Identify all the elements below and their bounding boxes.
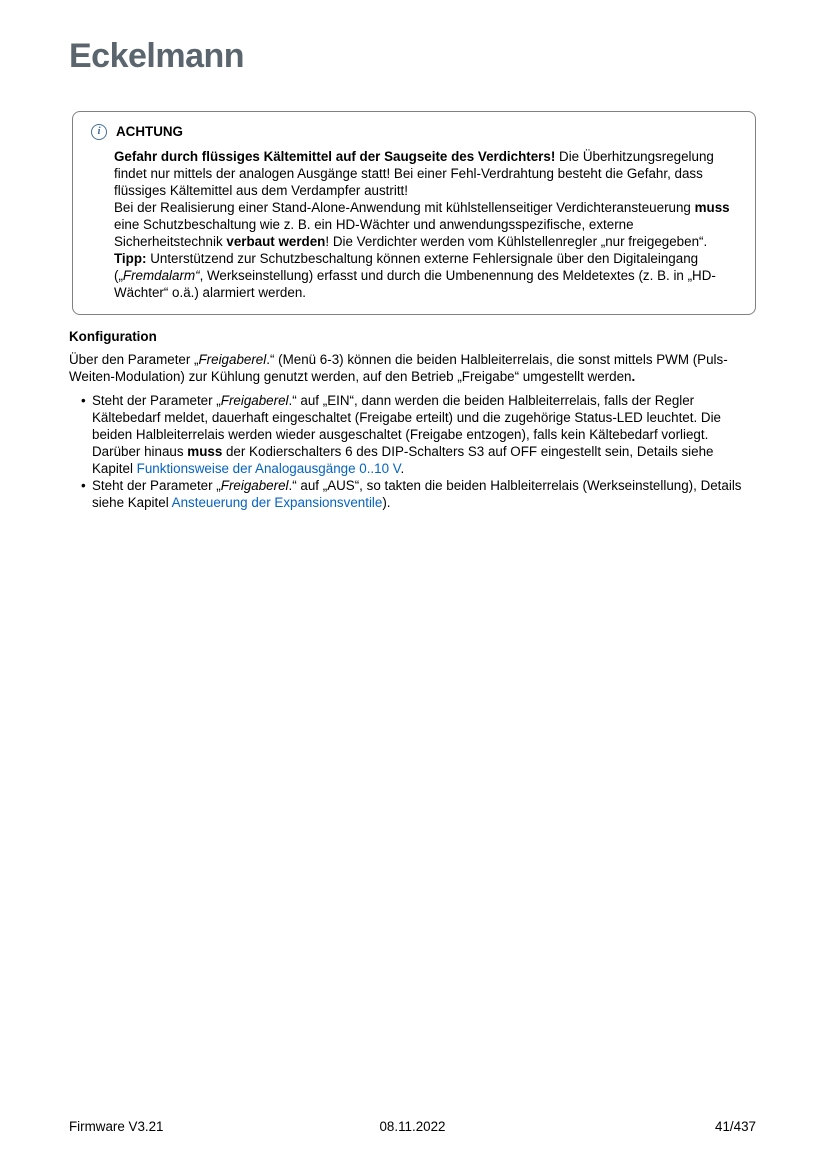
footer-firmware-version: Firmware V3.21 (69, 1119, 164, 1134)
footer-date: 08.11.2022 (379, 1119, 446, 1134)
text-segment-bold: verbaut werden (226, 234, 326, 249)
company-logo: Eckelmann (69, 37, 245, 75)
link-ansteuerung-expansionsventile[interactable]: Ansteuerung der Expansionsventile (171, 495, 383, 510)
list-item-freigaberel-ein (80, 392, 745, 477)
text-segment-bold: muss (694, 200, 730, 215)
footer-page-number: 41/437 (715, 1119, 756, 1134)
text-segment: .“ auf „AUS“, so takten die beiden Halbleiterrelais (Werkseinstellung), Details siehe Kapitel (92, 478, 742, 510)
page-footer (69, 1118, 756, 1135)
text-segment: , Werkseinstellung) erfasst und durch die Umbenennung des Meldetextes (z. B. in „HD-Wächter“ o.ä.) alarmiert werden. (114, 268, 716, 300)
text-segment: ). (382, 495, 391, 510)
text-segment-bold: Gefahr durch flüssiges Kältemittel auf der Saugseite des Verdichters! (114, 149, 556, 164)
notice-paragraph-tip (114, 250, 741, 301)
text-segment: Steht der Parameter „ (92, 393, 221, 408)
text-segment: Über den Parameter „ (69, 352, 199, 367)
bullet-list (80, 392, 745, 511)
warning-notice-box (72, 111, 756, 315)
text-segment: .“ auf „EIN“, dann werden die beiden Halbleiterrelais, falls der Regler Kältebedarf meldet, dauerhaft eingeschaltet (Freigabe erteilt) und die zugehörige Status-LED leuchtet. Die beiden Halbleiterrelais werden wieder ausgeschaltet (Freigabe entzogen), falls kein Kältebedarf vorliegt. Darüber hinaus (92, 393, 721, 459)
text-segment-bold: Tipp: (114, 251, 147, 266)
notice-paragraph-protection (114, 199, 741, 250)
text-segment-italic: Freigaberel (220, 393, 289, 408)
text-segment: der Kodierschalters 6 des DIP-Schalters S3 auf OFF eingestellt sein, Details siehe Kapitel (92, 444, 714, 476)
text-segment-italic: Fremdalarm“ (122, 268, 200, 283)
text-segment-bold: . (631, 369, 636, 384)
text-segment: .“ (Menü 6-3) können die beiden Halbleiterrelais, die sonst mittels PWM (Puls-Weiten-Modulation) zur Kühlung genutzt werden, auf den Betrieb „Freigabe“ umgestellt werden (69, 352, 728, 384)
notice-paragraph-danger (114, 148, 741, 199)
list-item-freigaberel-aus (80, 477, 745, 511)
text-segment-italic: Freigaberel (220, 478, 289, 493)
text-segment: Unterstützend zur Schutzbeschaltung können externe Fehlersignale über den Digitaleingang („ (114, 251, 699, 283)
section-heading-konfiguration: Konfiguration (69, 329, 157, 344)
text-segment: Die Überhitzungsregelung findet nur mittels der analogen Ausgänge statt! Bei einer Fehl-Verdrahtung besteht die Gefahr, dass flüssiges Kältemittel aus dem Verdampfer austritt! (114, 149, 714, 198)
text-segment: Bei der Realisierung einer Stand-Alone-Anwendung mit kühlstellenseitiger Verdichteransteuerung (114, 200, 695, 215)
text-segment-bold: muss (187, 444, 223, 459)
link-funktionsweise-analogausgaenge[interactable]: Funktionsweise der Analogausgänge 0..10 V (136, 461, 401, 476)
text-segment: . (400, 461, 405, 476)
text-segment: Steht der Parameter „ (92, 478, 221, 493)
intro-paragraph (69, 351, 757, 385)
notice-header (91, 123, 739, 140)
text-segment: eine Schutzbeschaltung wie z. B. ein HD-Wächter und anwendungsspezifische, externe Sicherheitstechnik (114, 217, 634, 249)
text-segment-italic: Freigaberel (198, 352, 267, 367)
notice-body (114, 148, 741, 301)
text-segment: ! Die Verdichter werden vom Kühlstellenregler „nur freigegeben“. (325, 234, 708, 249)
info-icon: i (91, 124, 107, 140)
notice-title: ACHTUNG (116, 124, 183, 139)
